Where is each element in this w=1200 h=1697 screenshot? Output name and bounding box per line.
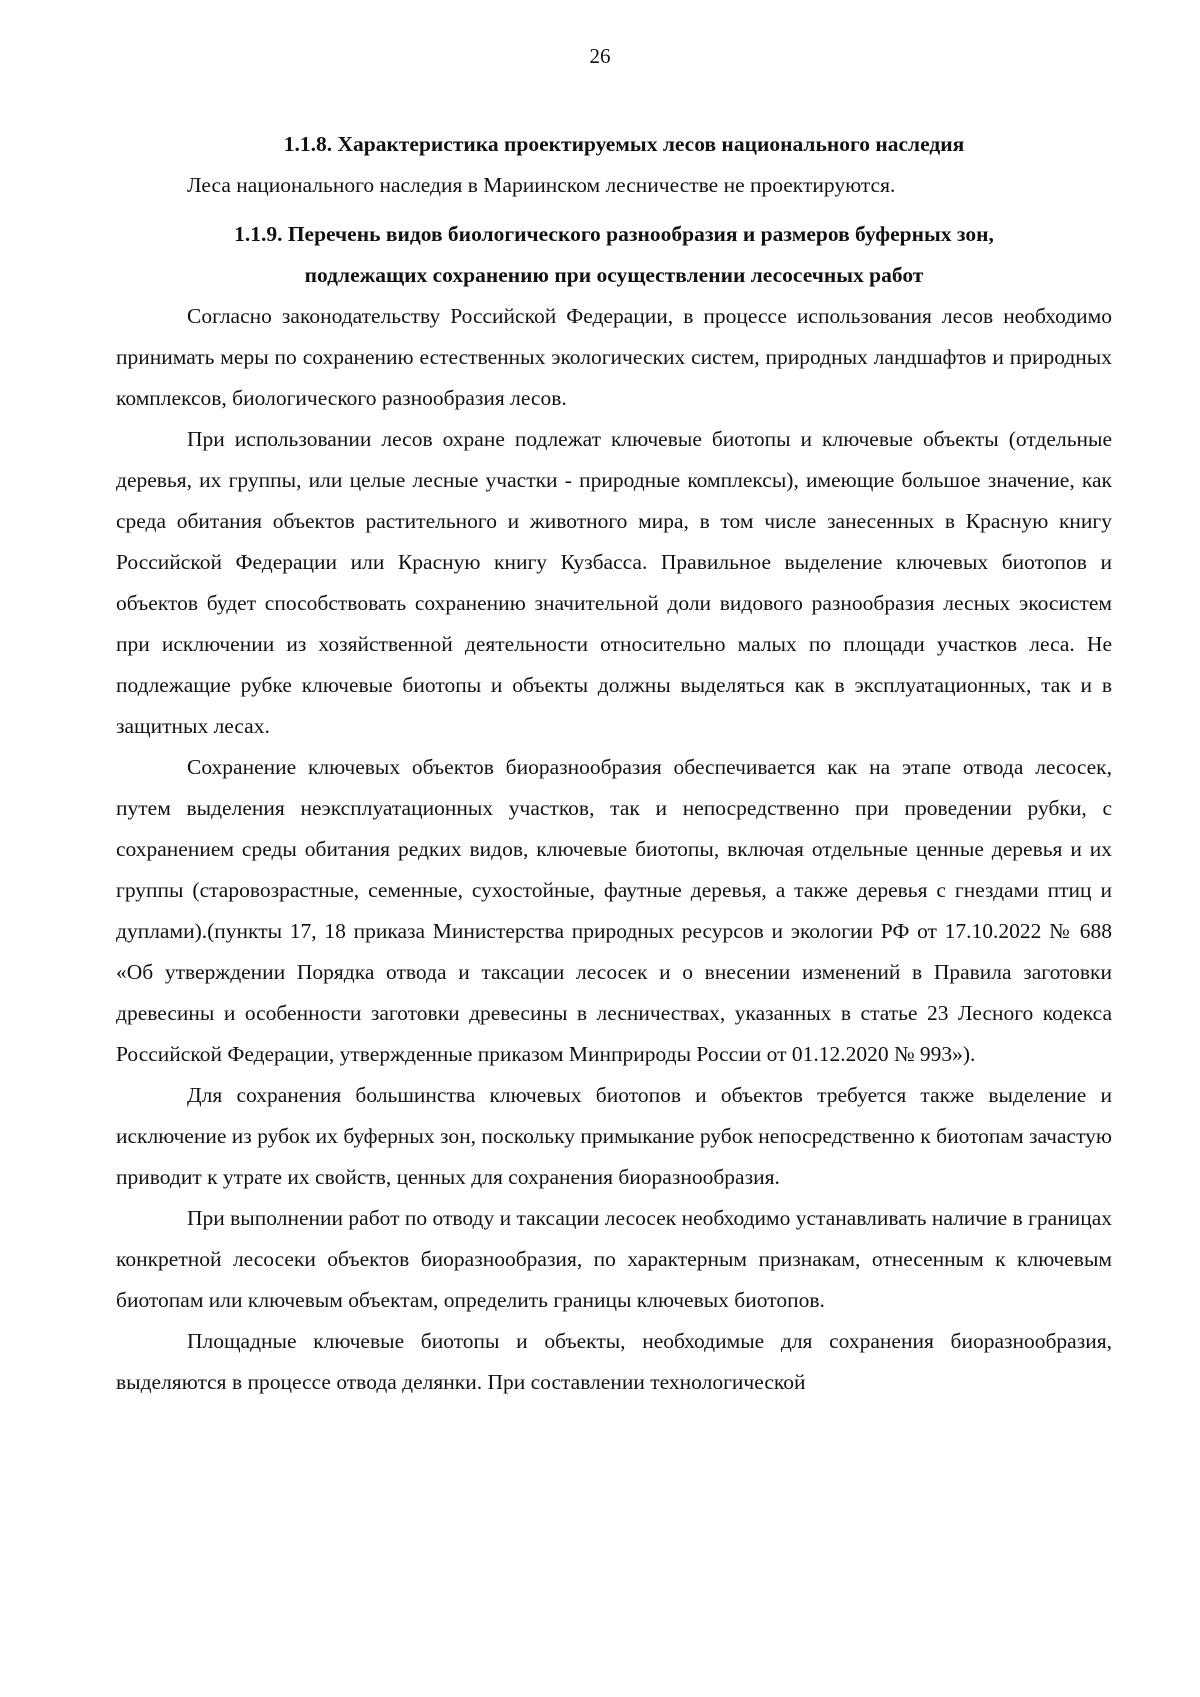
page-content (116, 124, 1112, 1403)
paragraph: Площадные ключевые биотопы и объекты, необходимые для сохранения биоразнообразия, выделяются в процессе отвода делянки. При составлении технологической (116, 1329, 1112, 1394)
paragraph: Для сохранения большинства ключевых биотопов и объектов требуется также выделение и исключение из рубок их буферных зон, поскольку примыкание рубок непосредственно к биотопам зачастую приводит к утрате их свойств, ценных для сохранения биоразнообразия. (116, 1083, 1112, 1189)
section-1-1-8-text: Леса национального наследия в Мариинском лесничестве не проектируются. (187, 173, 896, 197)
section-heading-1-1-9-line1: 1.1.9. Перечень видов биологического разнообразия и размеров буферных зон, (234, 222, 994, 246)
section-heading-1-1-9-line2: подлежащих сохранению при осуществлении лесосечных работ (304, 263, 924, 287)
paragraph: Сохранение ключевых объектов биоразнообразия обеспечивается как на этапе отвода лесосек, путем выделения неэксплуатационных участков, так и непосредственно при проведении рубки, с сохранением среды обитания редких видов, ключевые биотопы, включая отдельные ценные деревья и их группы (старовозрастные, семенные, сухостойные, фаутные деревья, а также деревья с гнездами птиц и дуплами).(пункты 17, 18 приказа Министерства природных ресурсов и экологии РФ от 17.10.2022 № 688 «Об утверждении Порядка отвода и таксации лесосек и о внесении изменений в Правила заготовки древесины и особенности заготовки древесины в лесничествах, указанных в статье 23 Лесного кодекса Российской Федерации, утвержденные приказом Минприроды России от 01.12.2020 № 993»). (116, 755, 1112, 1066)
page-number: 26 (589, 44, 611, 68)
paragraph: Согласно законодательству Российской Федерации, в процессе использования лесов необходимо принимать меры по сохранению естественных экологических систем, природных ландшафтов и природных комплексов, биологического разнообразия лесов. (116, 304, 1112, 410)
paragraph: При использовании лесов охране подлежат ключевые биотопы и ключевые объекты (отдельные деревья, их группы, или целые лесные участки - природные комплексы), имеющие большое значение, как среда обитания объектов растительного и животного мира, в том числе занесенных в Красную книгу Российской Федерации или Красную книгу Кузбасса. Правильное выделение ключевых биотопов и объектов будет способствовать сохранению значительной доли видового разнообразия лесных экосистем при исключении из хозяйственной деятельности относительно малых по площади участков леса. Не подлежащие рубке ключевые биотопы и объекты должны выделяться как в эксплуатационных, так и в защитных лесах. (116, 427, 1112, 738)
section-heading-1-1-8: 1.1.8. Характеристика проектируемых лесов национального наследия (283, 132, 965, 156)
paragraph: При выполнении работ по отводу и таксации лесосек необходимо устанавливать наличие в границах конкретной лесосеки объектов биоразнообразия, по характерным признакам, отнесенным к ключевым биотопам или ключевым объектам, определить границы ключевых биотопов. (116, 1206, 1112, 1312)
